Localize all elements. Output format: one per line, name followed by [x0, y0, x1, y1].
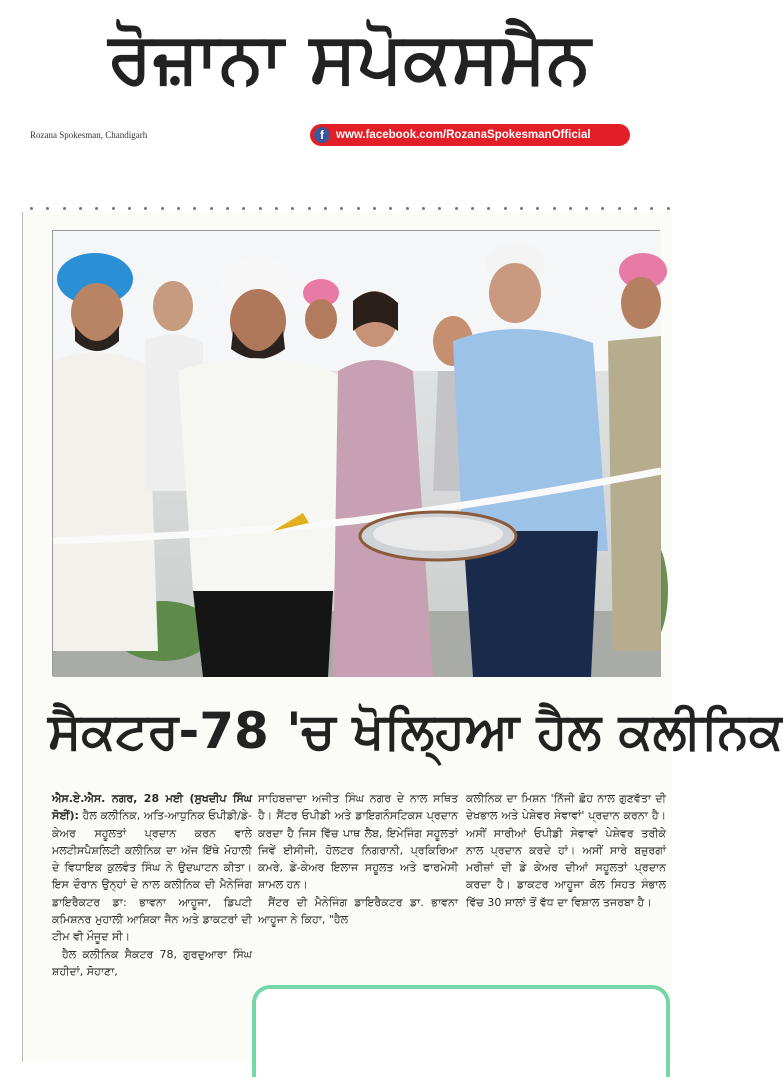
article-column-3	[466, 790, 666, 911]
facebook-icon: f	[314, 127, 330, 143]
paragraph: ਸੈਂਟਰ ਦੀ ਮੈਨੇਜਿੰਗ ਡਾਇਰੈਕਟਰ ਡਾ. ਭਾਵਨਾ ਆਹੂਜਾ ਨੇ ਕਿਹਾ, "ਹੈਲ	[258, 895, 458, 927]
paragraph	[52, 790, 252, 946]
facebook-link[interactable]	[310, 124, 630, 146]
article-headline: ਸੈਕਟਰ-78 'ਚ ਖੋਲ੍ਹਿਆ ਹੈਲ ਕਲੀਨਿਕ	[48, 702, 783, 760]
newspaper-edition: Rozana Spokesman, Chandigarh	[30, 130, 148, 140]
paragraph: ਕਲੀਨਿਕ ਦਾ ਮਿਸ਼ਨ 'ਨਿੱਜੀ ਛੋਹ ਨਾਲ ਗੁਣਵੱਤਾ ਦੀ ਦੇਖਭਾਲ ਅਤੇ ਪੇਸ਼ੇਵਰ ਸੇਵਾਵਾਂ' ਪ੍ਰਦਾਨ ਕਰਨਾ ਹੈ। ਅਸੀਂ ਸਾਰੀਆਂ ਓਪੀਡੀ ਸੇਵਾਵਾਂ ਪੇਸ਼ੇਵਰ ਤਰੀਕੇ ਨਾਲ ਪ੍ਰਦਾਨ ਕਰਦੇ ਹਾਂ। ਅਸੀਂ ਸਾਰੇ ਬਜ਼ੁਰਗਾਂ ਮਰੀਜ਼ਾਂ ਦੀ ਡੇ ਕੇਅਰ ਦੀਆਂ ਸਹੂਲਤਾਂ ਪ੍ਰਦਾਨ ਕਰਦਾ ਹੈ। ਡਾਕਟਰ ਆਹੂਜਾ ਕੋਲ ਸਿਹਤ ਸੰਭਾਲ ਵਿੱਚ 30 ਸਾਲਾਂ ਤੋਂ ਵੱਧ ਦਾ ਵਿਸ਼ਾਲ ਤਜਰਬਾ ਹੈ।	[466, 792, 666, 909]
masthead	[0, 0, 700, 155]
green-rounded-box	[252, 985, 670, 1077]
dateline: ਐਸ.ਏ.ਐਸ. ਨਗਰ, 28 ਮਈ (ਸੁਖਦੀਪ ਸਿੰਘ ਸੋਈਂ):	[52, 792, 252, 823]
ribbon-cutting-photo	[53, 231, 661, 677]
article-photo	[52, 230, 660, 676]
paragraph-text: ਹੈਲ ਕਲੀਨਿਕ, ਅਤਿ-ਆਧੁਨਿਕ ਓਪੀਡੀ/ਡੇ-ਕੇਅਰ ਸਹੂਲਤਾਂ ਪ੍ਰਦਾਨ ਕਰਨ ਵਾਲੇ ਮਲਟੀਸਪੈਸ਼ਲਿਟੀ ਕਲੀਨਿਕ ਦਾ ਅੱਜ ਇੱਥੇ ਮੋਹਾਲੀ ਦੇ ਵਿਧਾਇਕ ਕੁਲਵੰਤ ਸਿੰਘ ਨੇ ਉਦਘਾਟਨ ਕੀਤਾ। ਇਸ ਦੌਰਾਨ ਉਨ੍ਹਾਂ ਦੇ ਨਾਲ ਕਲੀਨਿਕ ਦੀ ਮੈਨੇਜਿੰਗ ਡਾਇਰੈਕਟਰ ਡਾ: ਭਾਵਨਾ ਆਹੂਜਾ, ਡਿਪਟੀ ਕਮਿਸ਼ਨਰ ਮੁਹਾਲੀ ਆਸ਼ਿਕਾ ਜੈਨ ਅਤੇ ਡਾਕਟਰਾਂ ਦੀ ਟੀਮ ਵੀ ਮੌਜੂਦ ਸੀ।	[52, 809, 252, 944]
article-column-1	[52, 790, 252, 1052]
facebook-url: www.facebook.com/RozanaSpokesmanOfficial	[336, 129, 591, 141]
newspaper-title: ਰੋਜ਼ਾਨਾ ਸਪੋਕਸਮੈਨ	[108, 17, 592, 99]
paragraph: ਸਾਹਿਬਜ਼ਾਦਾ ਅਜੀਤ ਸਿੰਘ ਨਗਰ ਦੇ ਨਾਲ ਸਥਿਤ ਹੈ। ਸੈਂਟਰ ਓਪੀਡੀ ਅਤੇ ਡਾਇਗਨੌਸਟਿਕਸ ਪ੍ਰਦਾਨ ਕਰਦਾ ਹੈ ਜਿਸ ਵਿੱਚ ਪਾਥ ਲੈਬ, ਇਮੇਜਿੰਗ ਸਹੂਲਤਾਂ ਜਿਵੇਂ ਈਸੀਜੀ, ਹੋਲਟਰ ਨਿਗਰਾਨੀ, ਪ੍ਰਕਿਰਿਆ ਕਮਰੇ, ਡੇ-ਕੇਅਰ ਇਲਾਜ ਸਹੂਲਤ ਅਤੇ ਫਾਰਮੇਸੀ ਸ਼ਾਮਲ ਹਨ।	[258, 792, 458, 892]
article-column-2	[258, 790, 458, 928]
paragraph: ਹੈਲ ਕਲੀਨਿਕ ਸੈਕਟਰ 78, ਗੁਰਦੁਆਰਾ ਸਿੰਘ ਸ਼ਹੀਦਾਂ, ਸੋਹਾਣਾ,	[52, 947, 252, 978]
